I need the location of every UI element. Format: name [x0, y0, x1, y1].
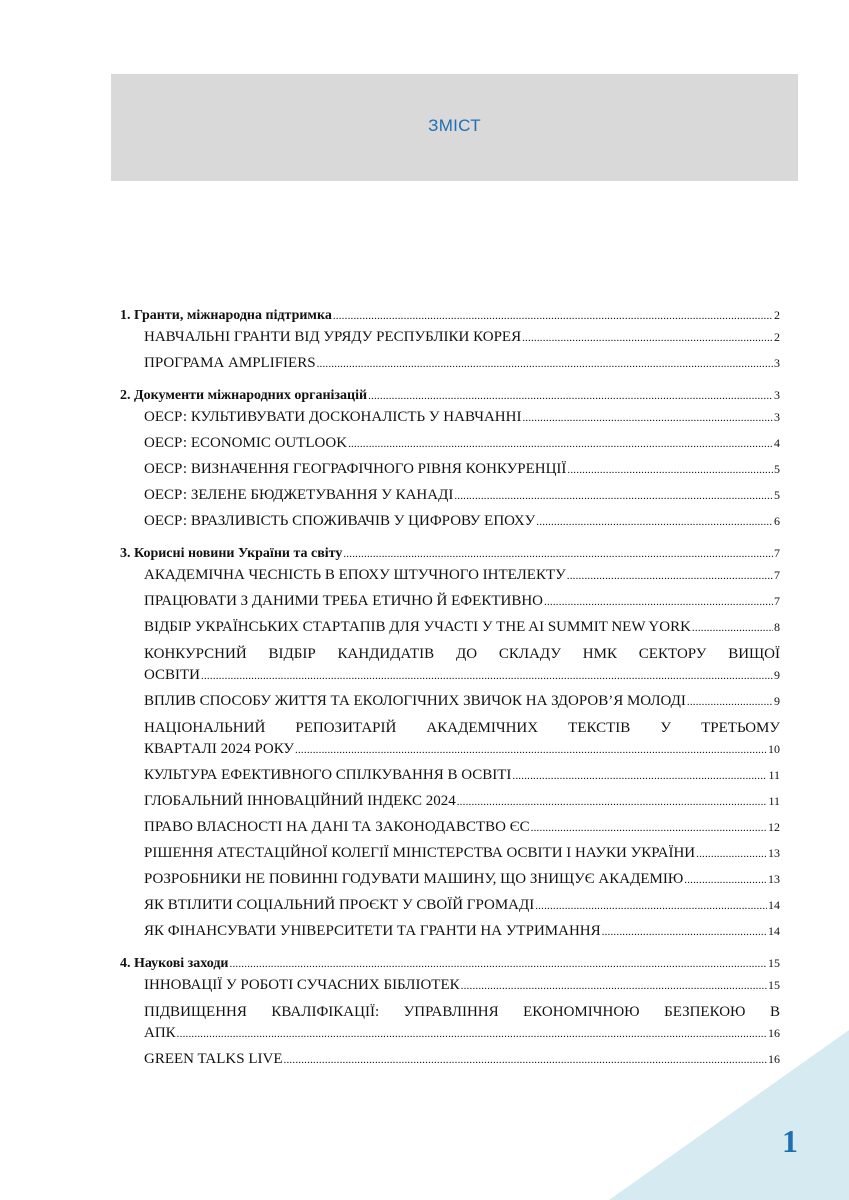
corner-decoration: [609, 1030, 849, 1200]
toc-entry-page: 14: [768, 898, 780, 912]
toc-section-entry-page: 2: [774, 308, 780, 322]
toc-section: [120, 385, 780, 531]
dot-leader: [333, 306, 773, 326]
toc-entry-page: 4: [774, 436, 780, 450]
toc-entry[interactable]: [120, 791, 780, 811]
toc-entry-page: 14: [768, 924, 780, 938]
toc-entry-page: 5: [774, 462, 780, 476]
dot-leader: [461, 976, 767, 996]
toc-entry-title: ПРАВО ВЛАСНОСТІ НА ДАНІ ТА ЗАКОНОДАВСТВО ЄС: [144, 819, 530, 835]
toc-entry-line2-page: 10: [768, 742, 780, 756]
toc-entry-page: 16: [768, 1052, 780, 1066]
toc-entry-title: НАВЧАЛЬНІ ГРАНТИ ВІД УРЯДУ РЕСПУБЛІКИ КОРЕЯ: [144, 329, 522, 345]
dot-leader: [567, 566, 773, 586]
toc-entry-title: ЯК ФІНАНСУВАТИ УНІВЕРСИТЕТИ ТА ГРАНТИ НА УТРИМАННЯ: [144, 923, 601, 939]
dot-leader: [522, 328, 773, 348]
dot-leader: [692, 618, 773, 638]
dot-leader: [696, 844, 767, 864]
toc-entry-page: 13: [768, 846, 780, 860]
toc-entry-page: 12: [768, 820, 780, 834]
toc-entry[interactable]: [120, 843, 780, 863]
toc-entry-title: GREEN TALKS LIVE: [144, 1051, 283, 1067]
dot-leader: [368, 386, 773, 406]
toc-entry-title-line1: КОНКУРСНИЙ ВІДБІР КАНДИДАТІВ ДО СКЛАДУ НМК СЕКТОРУ ВИЩОЇ: [144, 646, 780, 662]
toc-entry[interactable]: [120, 591, 780, 611]
toc-entry-title-line1: ПІДВИЩЕННЯ КВАЛІФІКАЦІЇ: УПРАВЛІННЯ ЕКОНОМІЧНОЮ БЕЗПЕКОЮ В: [144, 1004, 780, 1020]
toc-entry[interactable]: [120, 433, 780, 453]
toc-entry-page: 5: [774, 488, 780, 502]
dot-leader: [687, 692, 773, 712]
toc-title: ЗМІСТ: [428, 116, 481, 135]
toc-entry-page: 7: [774, 568, 780, 582]
toc-entry-line2-title: КВАРТАЛІ 2024 РОКУ: [144, 741, 295, 757]
toc-entry[interactable]: [120, 485, 780, 505]
toc-entry-page: 6: [774, 514, 780, 528]
dot-leader: [454, 486, 773, 506]
toc-entry-title: ПРОГРАМА AMPLIFIERS: [144, 355, 316, 371]
toc-entry-title: ОЕСР: ВИЗНАЧЕННЯ ГЕОГРАФІЧНОГО РІВНЯ КОНКУРЕНЦІЇ: [144, 461, 567, 477]
toc-entry-title: ОЕСР: ЗЕЛЕНЕ БЮДЖЕТУВАННЯ У КАНАДІ: [144, 487, 454, 503]
toc-section-entry-page: 7: [774, 546, 780, 560]
toc-entry-line2-page: 16: [768, 1026, 780, 1040]
toc-entry-title: ВПЛИВ СПОСОБУ ЖИТТЯ ТА ЕКОЛОГІЧНИХ ЗВИЧОК НА ЗДОРОВ’Я МОЛОДІ: [144, 693, 686, 709]
toc-entry[interactable]: [120, 975, 780, 995]
toc-entry-page: 3: [774, 410, 780, 424]
dot-leader: [230, 954, 768, 974]
dot-leader: [201, 666, 773, 686]
toc-entry-title: ОЕСР: ECONOMIC OUTLOOK: [144, 435, 348, 451]
toc-entry-title: АКАДЕМІЧНА ЧЕСНІСТЬ В ЕПОХУ ШТУЧНОГО ІНТЕЛЕКТУ: [144, 567, 566, 583]
toc-entry[interactable]: [120, 921, 780, 941]
toc-entry[interactable]: [120, 717, 780, 759]
toc-entry-title: КУЛЬТУРА ЕФЕКТИВНОГО СПІЛКУВАННЯ В ОСВІТІ: [144, 767, 512, 783]
toc-entry-line2[interactable]: [144, 739, 780, 759]
toc-section-entry-title: 3. Корисні новини України та світу: [120, 546, 343, 561]
toc-section-entry[interactable]: [120, 953, 780, 973]
toc-entry-page: 9: [774, 694, 780, 708]
toc-entry[interactable]: [120, 327, 780, 347]
page-number: 1: [782, 1123, 798, 1159]
dot-leader: [536, 512, 773, 532]
dot-leader: [531, 818, 767, 838]
toc-section: [120, 305, 780, 373]
toc-entry-title: РОЗРОБНИКИ НЕ ПОВИННІ ГОДУВАТИ МАШИНУ, ЩО ЗНИЩУЄ АКАДЕМІЮ: [144, 871, 684, 887]
toc-entry-title: ЯК ВТІЛИТИ СОЦІАЛЬНИЙ ПРОЄКТ У СВОЇЙ ГРОМАДІ: [144, 897, 535, 913]
dot-leader: [295, 740, 767, 760]
dot-leader: [317, 354, 773, 374]
toc-section-entry-title: 1. Гранти, міжнародна підтримка: [120, 308, 332, 323]
dot-leader: [602, 922, 767, 942]
dot-leader: [544, 592, 773, 612]
dot-leader: [684, 870, 767, 890]
toc-entry[interactable]: [120, 691, 780, 711]
toc-entry-page: 7: [774, 594, 780, 608]
toc-entry-title: ВІДБІР УКРАЇНСЬКИХ СТАРТАПІВ ДЛЯ УЧАСТІ У THE AI SUMMIT NEW YORK: [144, 619, 691, 635]
toc-entry[interactable]: [120, 765, 780, 785]
toc-entry[interactable]: [120, 643, 780, 685]
toc-entry-title: РІШЕННЯ АТЕСТАЦІЙНОЇ КОЛЕГІЇ МІНІСТЕРСТВА ОСВІТИ І НАУКИ УКРАЇНИ: [144, 845, 696, 861]
toc-section-entry[interactable]: [120, 385, 780, 405]
dot-leader: [457, 792, 768, 812]
toc-entry-title-line1: НАЦІОНАЛЬНИЙ РЕПОЗИТАРІЙ АКАДЕМІЧНИХ ТЕКСТІВ У ТРЕТЬОМУ: [144, 720, 780, 736]
toc-entry[interactable]: [120, 817, 780, 837]
toc-entry-line2-page: 9: [774, 668, 780, 682]
toc-header-box: [111, 74, 798, 181]
toc-entry-title: ІННОВАЦІЇ У РОБОТІ СУЧАСНИХ БІБЛІОТЕК: [144, 977, 460, 993]
toc-section-entry-title: 2. Документи міжнародних організацій: [120, 388, 368, 403]
toc-entry[interactable]: [120, 353, 780, 373]
toc-entry-line2[interactable]: [144, 665, 780, 685]
toc-entry-page: 11: [768, 768, 780, 782]
toc-entry-title: ГЛОБАЛЬНИЙ ІННОВАЦІЙНИЙ ІНДЕКС 2024: [144, 793, 456, 809]
toc-entry[interactable]: [120, 895, 780, 915]
toc-section-entry[interactable]: [120, 543, 780, 563]
dot-leader: [348, 434, 773, 454]
toc-section-entry-page: 3: [774, 388, 780, 402]
toc-entry-page: 11: [768, 794, 780, 808]
toc-section-entry-page: 15: [768, 956, 780, 970]
toc-entry[interactable]: [120, 511, 780, 531]
toc-entry-title: ОЕСР: КУЛЬТИВУВАТИ ДОСКОНАЛІСТЬ У НАВЧАННІ: [144, 409, 522, 425]
toc-entry-page: 3: [774, 356, 780, 370]
toc-entry-title: ОЕСР: ВРАЗЛИВІСТЬ СПОЖИВАЧІВ У ЦИФРОВУ ЕПОХУ: [144, 513, 536, 529]
toc-entry[interactable]: [120, 617, 780, 637]
toc-entry-page: 8: [774, 620, 780, 634]
toc-section: [120, 543, 780, 941]
toc-entry-page: 15: [768, 978, 780, 992]
toc-entry-line2-title: ОСВІТИ: [144, 667, 201, 683]
toc-entry[interactable]: [120, 565, 780, 585]
dot-leader: [567, 460, 773, 480]
dot-leader: [522, 408, 773, 428]
dot-leader: [535, 896, 767, 916]
table-of-contents: [120, 305, 780, 1075]
toc-entry-page: 2: [774, 330, 780, 344]
toc-entry[interactable]: [120, 459, 780, 479]
toc-entry[interactable]: [120, 869, 780, 889]
toc-entry[interactable]: [120, 407, 780, 427]
toc-entry-line2-title: АПК: [144, 1025, 176, 1041]
dot-leader: [343, 544, 773, 564]
toc-entry-title: ПРАЦЮВАТИ З ДАНИМИ ТРЕБА ЕТИЧНО Й ЕФЕКТИВНО: [144, 593, 543, 609]
dot-leader: [512, 766, 767, 786]
toc-entry-page: 13: [768, 872, 780, 886]
toc-section-entry[interactable]: [120, 305, 780, 325]
toc-section-entry-title: 4. Наукові заходи: [120, 956, 229, 971]
